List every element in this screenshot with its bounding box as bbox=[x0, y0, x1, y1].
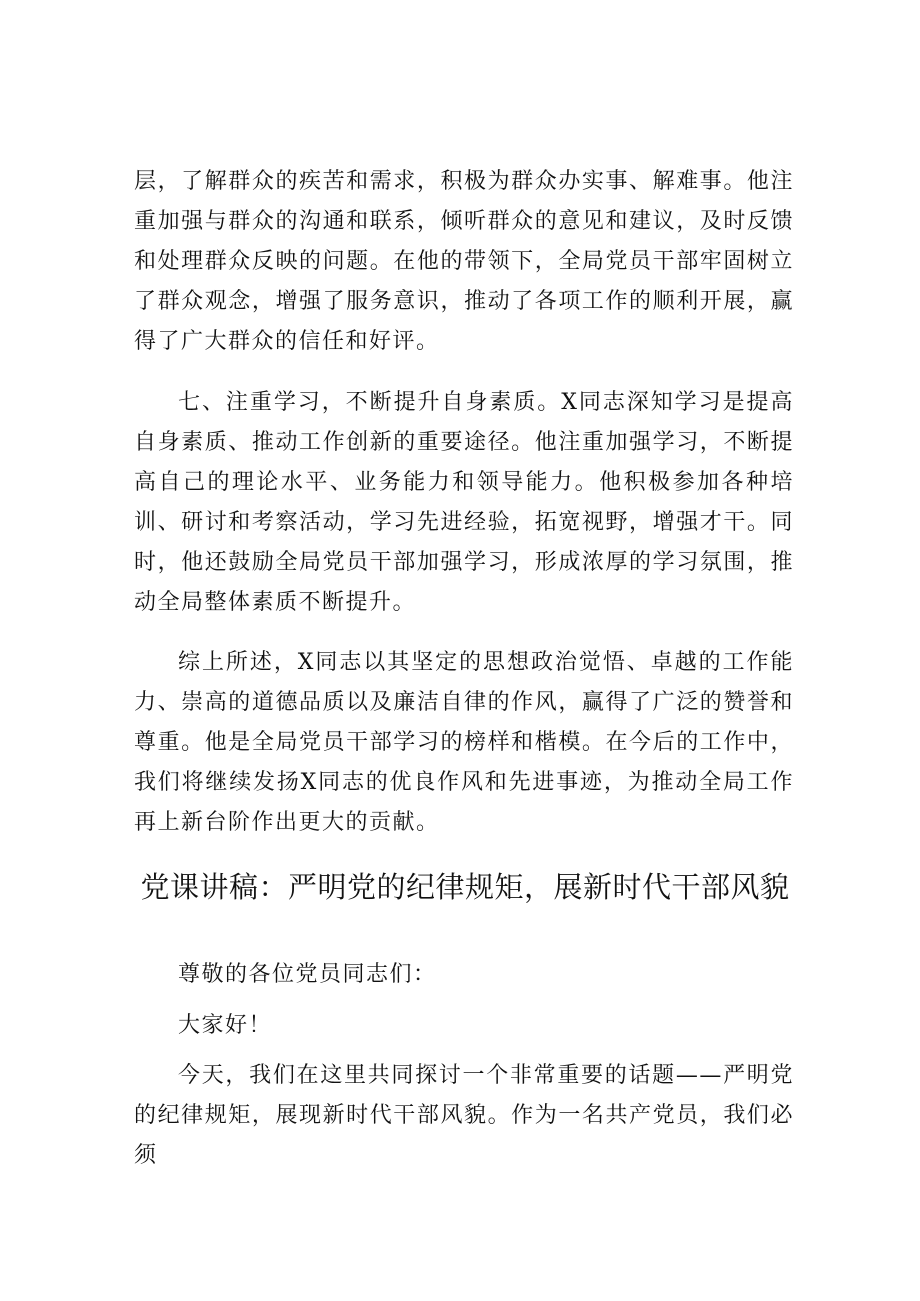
intro-paragraph: 今天，我们在这里共同探讨一个非常重要的话题——严明党的纪律规矩，展现新时代干部风貌。作为一名共产党员，我们必须 bbox=[134, 1063, 794, 1168]
paragraph-mass-line: 层，了解群众的疾苦和需求，积极为群众办实事、解难事。他注重加强与群众的沟通和联系，倾听群众的意见和建议，及时反馈和处理群众反映的问题。在他的带领下，全局党员干部牢固树立了群众观念，增强了服务意识，推动了各项工作的顺利开展，赢得了广大群众的信任和好评。 bbox=[134, 169, 794, 354]
paragraph-summary: 综上所述，X同志以其坚定的思想政治觉悟、卓越的工作能力、崇高的道德品质以及廉洁自律的作风，赢得了广泛的赞誉和尊重。他是全局党员干部学习的榜样和楷模。在今后的工作中，我们将继续发扬X同志的优良作风和先进事迹，为推动全局工作再上新台阶作出更大的贡献。 bbox=[134, 650, 794, 835]
greeting: 大家好！ bbox=[178, 1013, 273, 1038]
paragraph-study: 七、注重学习，不断提升自身素质。X同志深知学习是提高自身素质、推动工作创新的重要途径。他注重加强学习，不断提高自己的理论水平、业务能力和领导能力。他积极参加各种培训、研讨和考察活动，学习先进经验，拓宽视野，增强才干。同时，他还鼓励全局党员干部加强学习，形成浓厚的学习氛围，推动全局整体素质不断提升。 bbox=[134, 390, 794, 615]
section-heading: 党课讲稿：严明党的纪律规矩，展新时代干部风貌 bbox=[140, 870, 790, 904]
salutation: 尊敬的各位党员同志们： bbox=[178, 962, 437, 987]
